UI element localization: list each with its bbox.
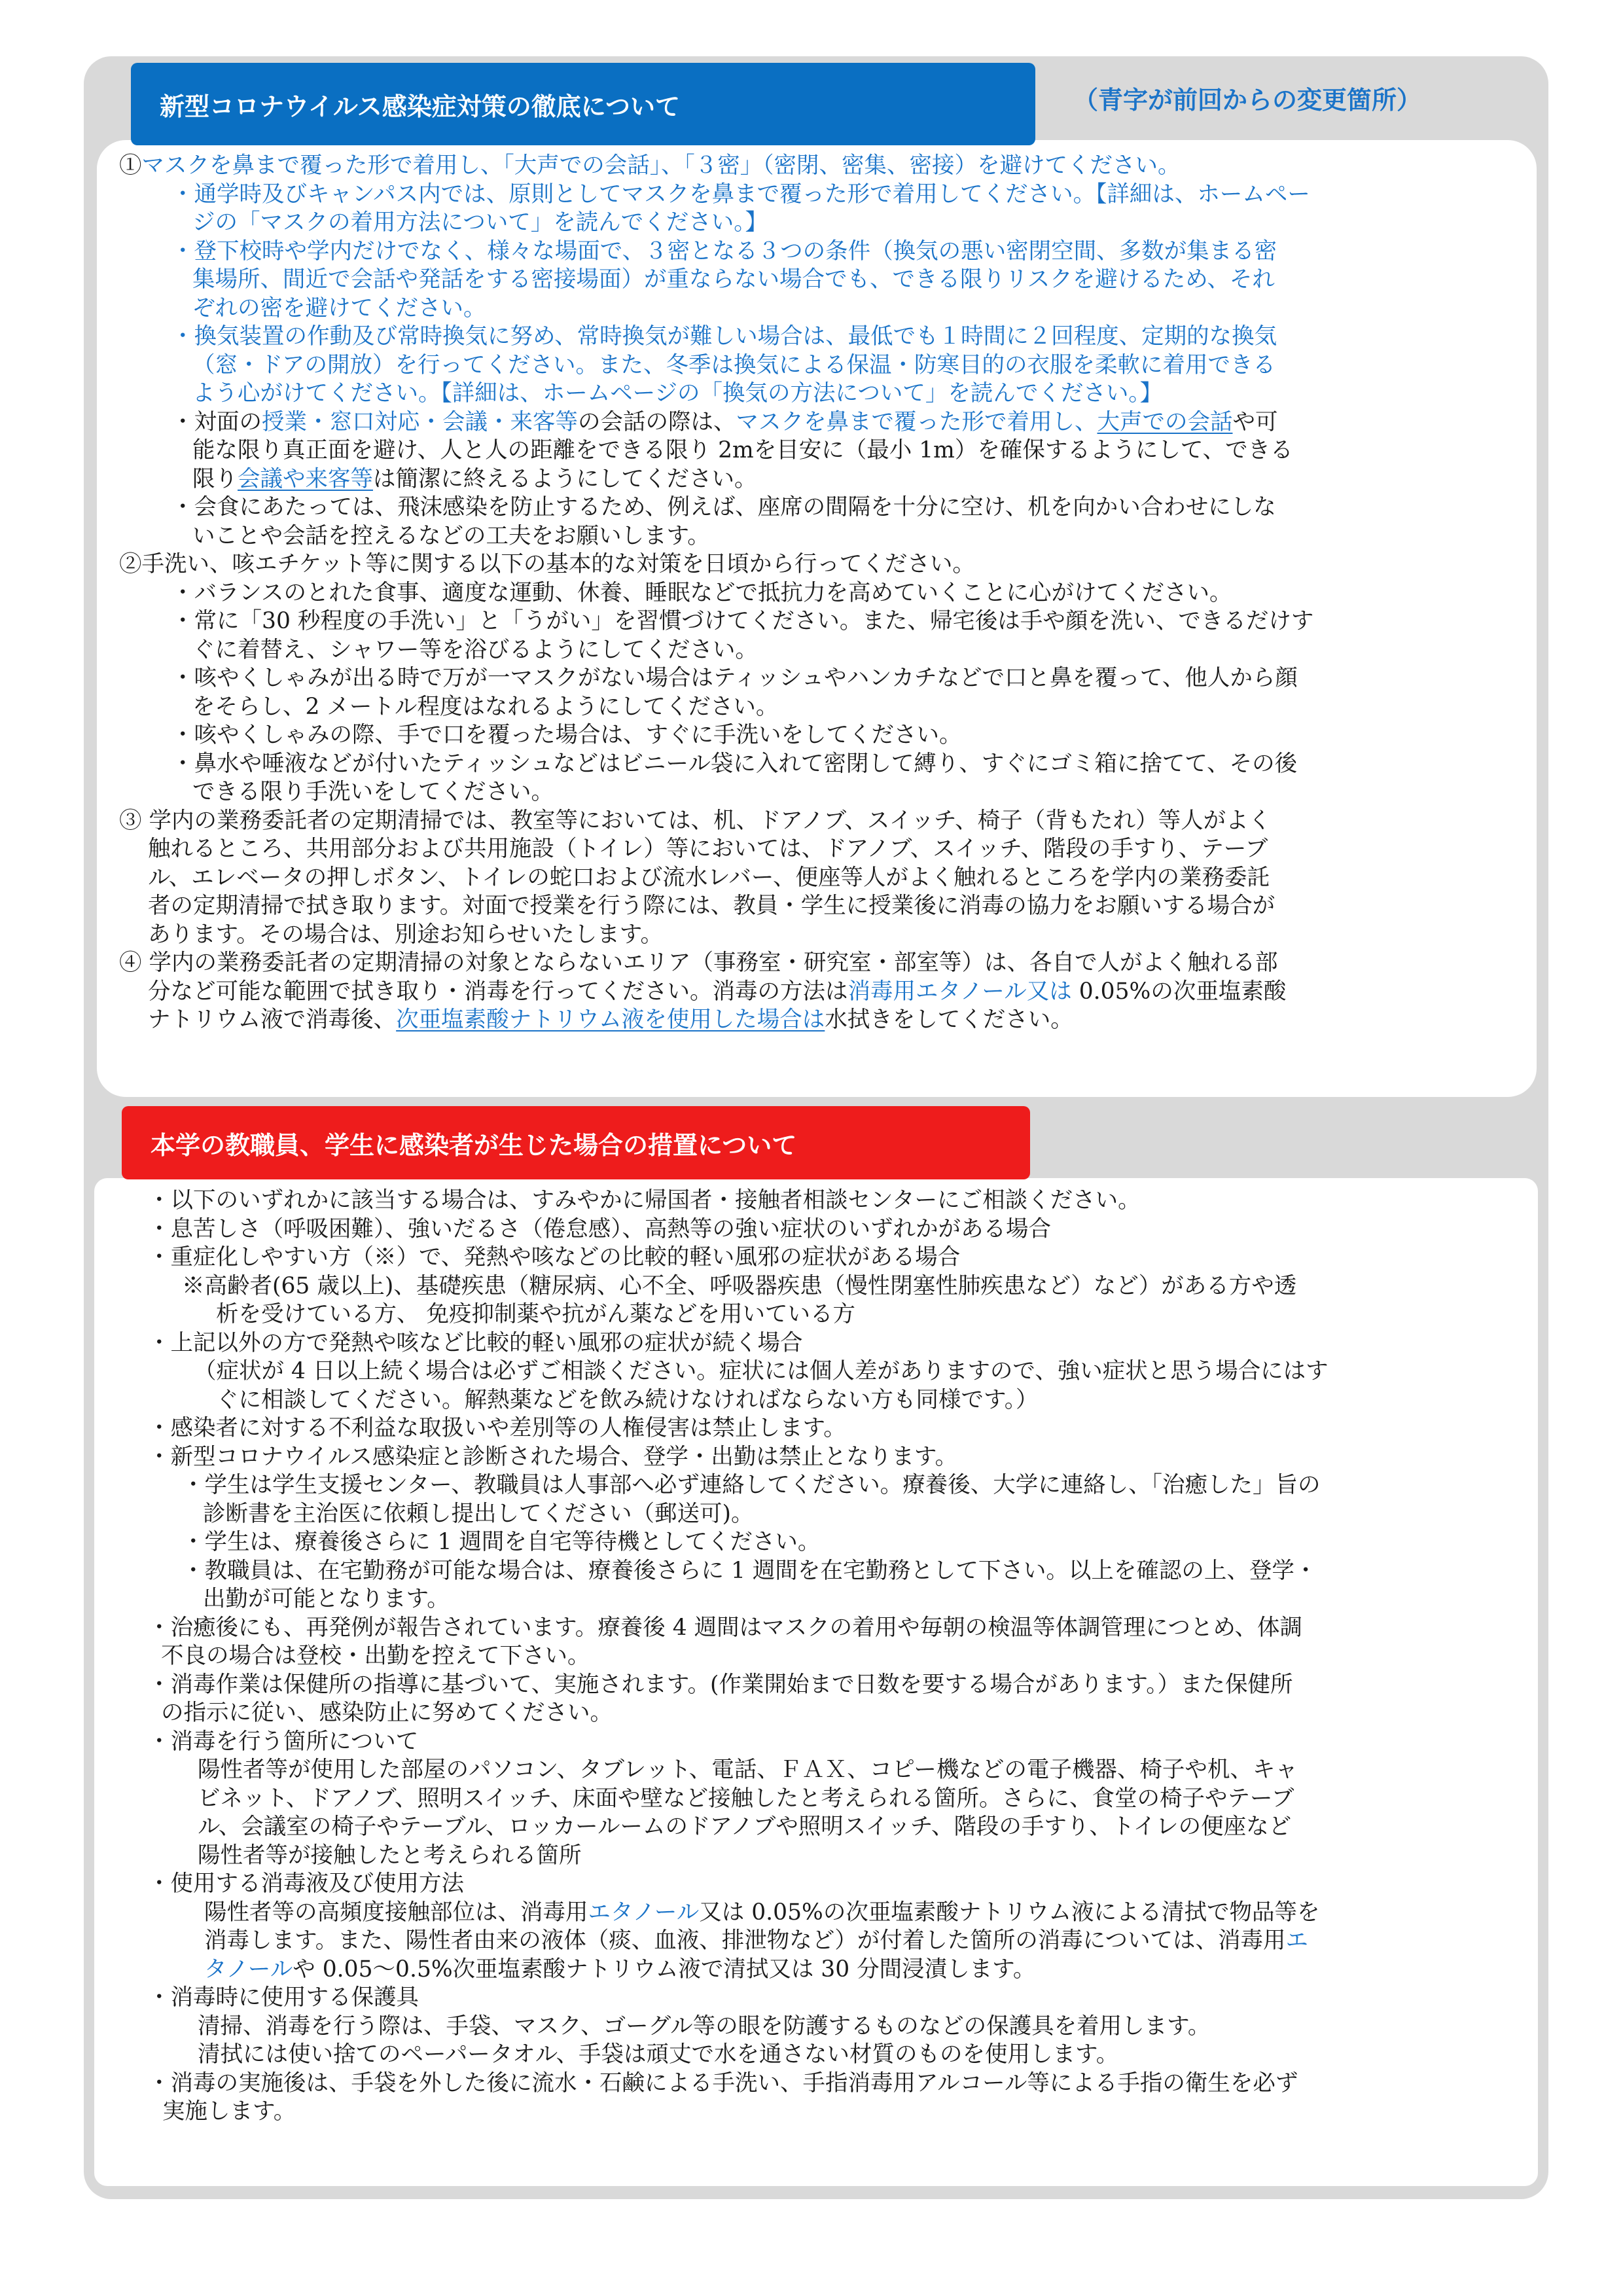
text-run: 水拭きをしてください。 (825, 1007, 1073, 1033)
text-run: エ (1285, 1928, 1309, 1954)
text-run: 分など可能な範囲で拭き取り・消毒を行ってください。消毒の方法は (148, 978, 848, 1005)
section1-line (119, 807, 1507, 836)
section2-line (148, 1699, 1509, 1728)
section2-line (148, 1187, 1509, 1215)
section2-line (148, 1528, 1509, 1557)
text-run: ぐに相談してください。解熱薬などを飲み続けなければならない方も同様です。） (216, 1386, 1039, 1413)
section2-line (148, 1813, 1509, 1842)
text-run: ・対面の (171, 408, 262, 435)
text-run: ・消毒時に使用する保護具 (148, 1984, 419, 2011)
text-run: 陽性者等が使用した部屋のパソコン、タブレット、電話、ＦＡＸ、コピー機などの電子機器、椅子や机、キャ (198, 1757, 1298, 1783)
section2-line (148, 1842, 1509, 1871)
text-run: 析を受けている方、 免疫抑制薬や抗がん薬などを用いている方 (216, 1301, 855, 1327)
text-run: 清掃、消毒を行う際は、手袋、マスク、ゴーグル等の眼を防護するものなどの保護具を着用します。 (198, 2013, 1211, 2039)
text-run: ・咳やくしゃみの際、手で口を覆った場合は、すぐに手洗いをしてください。 (171, 722, 962, 748)
text-run: 陽性者等の高頻度接触部位は、消毒用 (204, 1899, 588, 1926)
section2-line (148, 2070, 1509, 2098)
section2-line (148, 1471, 1509, 1500)
text-run: ・治癒後にも、再発例が報告されています。療養後 4 週間はマスクの着用や毎朝の検温等体調管理につとめ、体調 (148, 1614, 1303, 1641)
text-run: できる限り手洗いをしてください。 (192, 779, 554, 805)
section2-line (148, 1386, 1509, 1415)
text-run: ・教職員は、在宅勤務が可能な場合は、療養後さらに 1 週間を在宅勤務として下さい。以上を確認の上、登学・ (182, 1557, 1317, 1584)
text-run: 消毒します。また、陽性者由来の液体（痰、血液、排泄物など）が付着した箇所の消毒については、消毒用 (204, 1928, 1286, 1954)
section1-line (119, 664, 1507, 693)
text-run: 大声での会話 (1097, 408, 1233, 435)
text-run: あります。その場合は、別途お知らせいたします。 (148, 921, 663, 948)
text-run: エタノール (588, 1899, 700, 1926)
text-run: をそらし、2 メートル程度はなれるようにしてください。 (192, 693, 779, 720)
text-run: 集場所、間近で会話や発話をする密接場面）が重ならない場合でも、できる限りリスクを避けるため、それ (192, 266, 1275, 293)
text-run: 授業・窓口対応・会議・来客等 (262, 408, 578, 435)
section2-line (148, 2041, 1509, 2070)
text-run: 清拭には使い捨てのペーパータオル、手袋は頑丈で水を通さない材質のものを使用します。 (198, 2041, 1119, 2068)
text-run: ・消毒作業は保健所の指導に基づいて、実施されます。(作業開始まで日数を要する場合があります。）また保健所 (148, 1671, 1293, 1698)
section1-line (119, 209, 1507, 238)
section1-line (119, 351, 1507, 380)
section2-line (148, 1357, 1509, 1386)
text-run: ・使用する消毒液及び使用方法 (148, 1871, 464, 1897)
text-run: ④ 学内の業務委託者の定期清掃の対象とならないエリア（事務室・研究室・部室等）は、各自で人がよく触れる部 (119, 950, 1278, 976)
text-run: は簡潔に終えるようにしてください。 (373, 465, 757, 492)
text-run: ・感染者に対する不利益な取扱いや差別等の人権侵害は禁止します。 (148, 1415, 846, 1441)
section2-body (148, 1187, 1509, 2126)
section1-line (119, 750, 1507, 779)
section2-line (148, 1585, 1509, 1614)
section2-line (148, 1557, 1509, 1586)
section1-line (119, 1006, 1507, 1035)
section2-line (148, 1414, 1509, 1443)
text-run: ③ 学内の業務委託者の定期清掃では、教室等においては、机、ドアノブ、スイッチ、椅子（背もたれ）等人がよく (119, 807, 1272, 834)
section2-line (148, 1215, 1509, 1244)
text-run: 陽性者等が接触したと考えられる箇所 (198, 1842, 582, 1869)
section2-line (148, 2098, 1509, 2126)
section2-header (122, 1106, 1030, 1179)
text-run: ・重症化しやすい方（※）で、発熱や咳などの比較的軽い風邪の症状がある場合 (148, 1244, 961, 1270)
text-run: ※高齢者(65 歳以上)、基礎疾患（糖尿病、心不全、呼吸器疾患（慢性閉塞性肺疾患など）など）がある方や透 (182, 1272, 1297, 1299)
section2-line (148, 1927, 1509, 1956)
section1-line (119, 295, 1507, 323)
section1-line (119, 181, 1507, 209)
text-run: や可 (1232, 408, 1278, 435)
section2-line (148, 1272, 1509, 1301)
text-run: 限り (192, 465, 238, 492)
text-run: ル、会議室の椅子やテーブル、ロッカールームのドアノブや照明スイッチ、階段の手すり、トイレの便座など (198, 1814, 1292, 1840)
text-run: よう心がけてください。【詳細は、ホームページの「換気の方法について」を読んでください。】 (192, 380, 1163, 406)
text-run: ・常に「30 秒程度の手洗い」と「うがい」を習慣づけてください。また、帰宅後は手や顔を洗い、できるだけす (171, 608, 1314, 634)
text-run: ・新型コロナウイルス感染症と診断された場合、登学・出勤は禁止となります。 (148, 1443, 958, 1470)
section2-line (148, 1614, 1509, 1643)
text-run: ・息苦しさ（呼吸困難）、強いだるさ（倦怠感）、高熱等の強い症状のいずれかがある場合 (148, 1215, 1051, 1242)
text-run: ・登下校時や学内だけでなく、様々な場面で、３密となる３つの条件（換気の悪い密閉空間、多数が集まる密 (171, 238, 1277, 264)
text-run: ・バランスのとれた食事、適度な運動、休養、睡眠などで抵抗力を高めていくことに心がけてください。 (171, 579, 1232, 606)
text-run: ナトリウム液で消毒後、 (148, 1007, 397, 1033)
text-run: 会議や来客等 (238, 465, 373, 492)
section1-line (119, 778, 1507, 807)
section1-line (119, 323, 1507, 351)
section1-line (119, 721, 1507, 750)
section1-header (131, 63, 1035, 145)
section2-line (148, 1984, 1509, 2013)
text-run: いことや会話を控えるなどの工夫をお願いします。 (192, 522, 710, 549)
section2-line (148, 1642, 1509, 1671)
text-run: タノール (204, 1956, 293, 1982)
text-run: ・換気装置の作動及び常時換気に努め、常時換気が難しい場合は、最低でも１時間に２回程度、定期的な換気 (171, 323, 1277, 350)
text-run: ル、エレベータの押しボタン、トイレの蛇口および流水レバー、便座等人がよく触れるところを学内の業務委託 (148, 864, 1270, 891)
section2-line (148, 1329, 1509, 1358)
text-run: ・学生は、療養後さらに 1 週間を自宅等待機としてください。 (182, 1529, 821, 1555)
change-note: （青字が前回からの変更箇所） (1073, 86, 1422, 115)
text-run: の会話の際は、 (578, 408, 736, 435)
text-run: 消毒用エタノール又は (847, 978, 1072, 1005)
text-run: マスクを鼻まで覆った形で着用し、「大声での会話」、「３密」（密閉、密集、密接）を避けてください。 (141, 152, 1181, 179)
text-run: ① (119, 152, 142, 179)
section2-line (148, 1671, 1509, 1700)
section2-line (148, 1244, 1509, 1272)
text-run: 0.05%の次亜塩素酸 (1071, 978, 1287, 1005)
text-run: ②手洗い、咳エチケット等に関する以下の基本的な対策を日頃から行ってください。 (119, 551, 975, 577)
text-run: 者の定期清掃で拭き取ります。対面で授業を行う際には、教員・学生に授業後に消毒の協力をお願いする場合が (148, 893, 1275, 919)
section1-line (119, 978, 1507, 1007)
section2-line (148, 1443, 1509, 1472)
section1-line (119, 437, 1507, 465)
section1-line (119, 550, 1507, 579)
section1-line (119, 949, 1507, 978)
section1-line (119, 607, 1507, 636)
section2-line (148, 1785, 1509, 1814)
section1-line (119, 835, 1507, 864)
text-run: ・学生は学生支援センター、教職員は人事部へ必ず連絡してください。療養後、大学に連絡し、「治癒した」旨の (182, 1472, 1321, 1498)
text-run: ・消毒の実施後は、手袋を外した後に流水・石鹸による手洗い、手指消毒用アルコール等による手指の衛生を必ず (148, 2070, 1298, 2096)
section1-line (119, 892, 1507, 921)
section2-line (148, 2013, 1509, 2041)
text-run: 診断書を主治医に依頼し提出してください（郵送可)。 (203, 1500, 754, 1527)
section1-line (119, 579, 1507, 608)
section1-line (119, 238, 1507, 266)
section1-line (119, 493, 1507, 522)
text-run: の指示に従い、感染防止に努めてください。 (161, 1700, 613, 1726)
text-run: ・通学時及びキャンパス内では、原則としてマスクを鼻まで覆った形で着用してください。【詳細は、ホームペー (171, 181, 1310, 207)
text-run: ・上記以外の方で発熱や咳など比較的軽い風邪の症状が続く場合 (148, 1329, 803, 1356)
text-run: マスクを鼻まで覆った形で着用し、 (736, 408, 1097, 435)
section2-line (148, 1728, 1509, 1757)
text-run: ジの「マスクの着用方法について」を読んでください。】 (192, 209, 768, 236)
text-run: 又は 0.05%の次亜塩素酸ナトリウム液による清拭で物品等を (699, 1899, 1320, 1926)
section2-line (148, 1500, 1509, 1529)
section2-line (148, 1870, 1509, 1899)
section1-line (119, 864, 1507, 893)
section1-line (119, 693, 1507, 722)
text-run: ・以下のいずれかに該当する場合は、すみやかに帰国者・接触者相談センターにご相談ください。 (148, 1187, 1141, 1213)
text-run: 能な限り真正面を避け、人と人の距離をできる限り 2mを目安に（最小 1m）を確保するようにして、できる (192, 437, 1293, 463)
section1-body (119, 152, 1507, 1035)
section1-line (119, 636, 1507, 665)
text-run: ぞれの密を避けてください。 (192, 295, 486, 321)
text-run: 触れるところ、共用部分および共用施設（トイレ）等においては、ドアノブ、スイッチ、階段の手すり、テーブ (148, 836, 1268, 862)
text-run: 出勤が可能となります。 (203, 1586, 450, 1612)
section1-line (119, 380, 1507, 408)
text-run: ・鼻水や唾液などが付いたティッシュなどはビニール袋に入れて密閉して縛り、すぐにゴミ箱に捨てて、その後 (171, 750, 1298, 777)
text-run: 次亜塩素酸ナトリウム液を使用した場合は (396, 1007, 825, 1033)
text-run: ・咳やくしゃみが出る時で万が一マスクがない場合はティッシュやハンカチなどで口と鼻を覆って、他人から顔 (171, 665, 1298, 691)
section1-title: 新型コロナウイルス感染症対策の徹底について (160, 92, 680, 121)
text-run: （症状が 4 日以上続く場合は必ずご相談ください。症状には個人差がありますので、強い症状と思う場合にはす (194, 1358, 1329, 1384)
section1-line (119, 522, 1507, 551)
text-run: 実施します。 (162, 2098, 296, 2125)
section2-title: 本学の教職員、学生に感染者が生じた場合の措置について (151, 1130, 797, 1160)
text-run: 不良の場合は登校・出勤を控えて下さい。 (161, 1643, 590, 1669)
text-run: ・消毒を行う箇所について (148, 1728, 419, 1755)
text-run: ・会食にあたっては、飛沫感染を防止するため、例えば、座席の間隔を十分に空け、机を向かい合わせにしな (171, 494, 1276, 520)
section1-line (119, 408, 1507, 437)
section1-line (119, 465, 1507, 494)
text-run: ぐに着替え、シャワー等を浴びるようにしてください。 (192, 636, 758, 663)
text-run: ビネット、ドアノブ、照明スイッチ、床面や壁など接触したと考えられる箇所。さらに、食堂の椅子やテーブ (198, 1785, 1294, 1812)
section2-line (148, 1899, 1509, 1928)
section2-line (148, 1300, 1509, 1329)
text-run: （窓・ドアの開放）を行ってください。また、冬季は換気による保温・防寒目的の衣服を柔軟に着用できる (192, 351, 1275, 378)
section2-line (148, 1756, 1509, 1785)
section1-line (119, 152, 1507, 181)
section1-line (119, 266, 1507, 295)
section2-line (148, 1956, 1509, 1984)
text-run: や 0.05〜0.5%次亜塩素酸ナトリウム液で清拭又は 30 分間浸漬します。 (293, 1956, 1036, 1982)
section1-line (119, 921, 1507, 950)
